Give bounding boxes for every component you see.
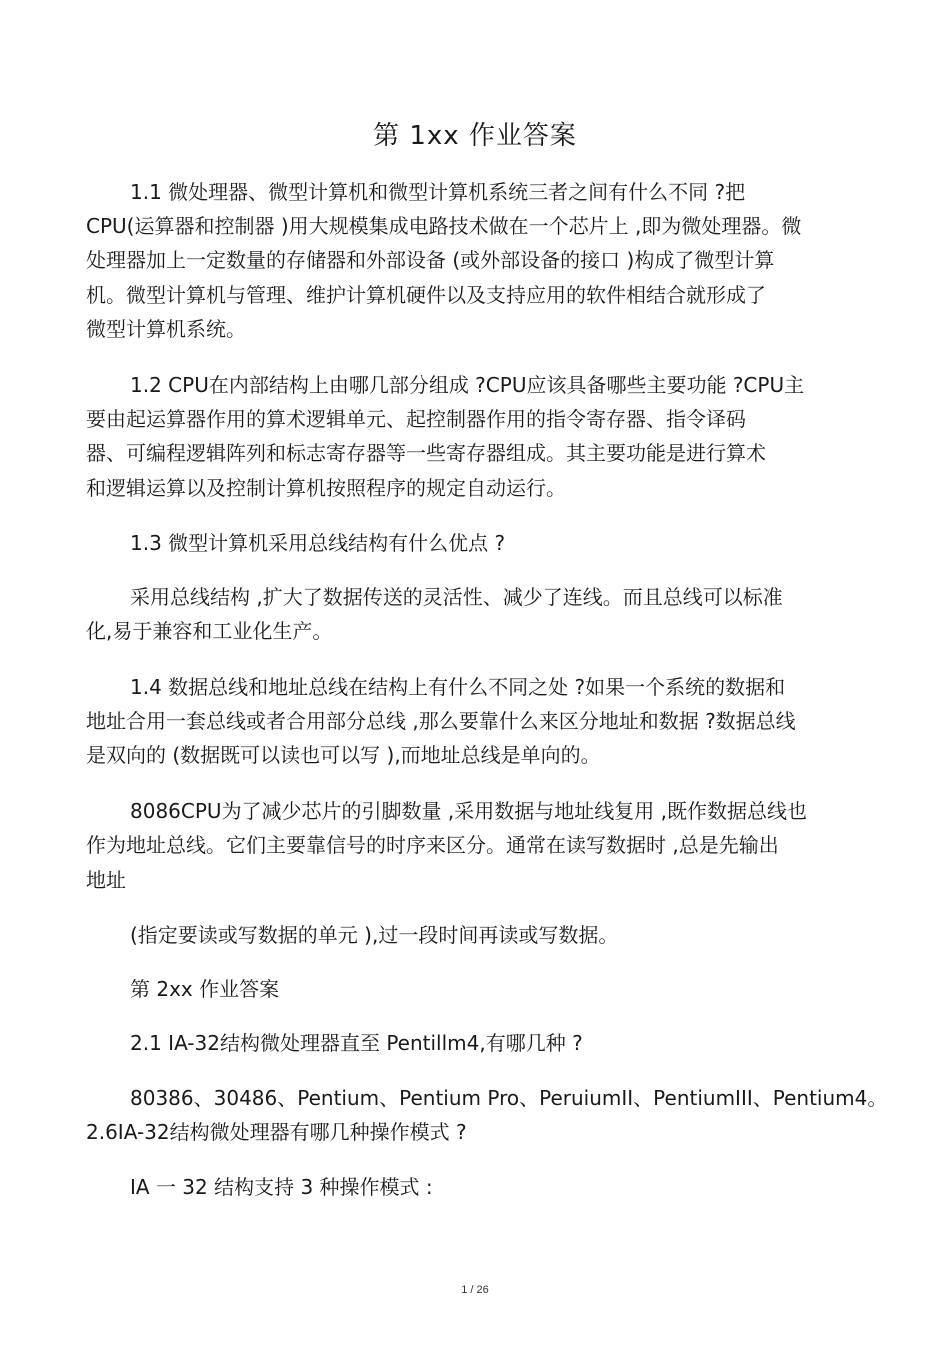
question-2-6: 2.6IA-32结构微处理器有哪几种操作模式 ? [86,1120,467,1144]
answer-1-2-line-3: 和逻辑运算以及控制计算机按照程序的规定自动运行。 [86,476,566,500]
answer-1-1-line-3: 机。微型计算机与管理、维护计算机硬件以及支持应用的软件相结合就形成了 [86,283,766,307]
page-number: 1 / 26 [461,1284,489,1296]
answer-1-3-line-1: 采用总线结构 ,扩大了数据传送的灵活性、减少了连线。而且总线可以标准 [130,585,783,609]
answer-1-1-line-2: 处理器加上一定数量的存储器和外部设备 (或外部设备的接口 )构成了微型计算 [86,248,775,272]
question-1-1-line-1: 1.1 微处理器、微型计算机和微型计算机系统三者之间有什么不同 ?把 [130,180,746,204]
question-1-2-line-1: 1.2 CPU在内部结构上由哪几部分组成 ?CPU应该具备哪些主要功能 ?CPU主 [130,373,805,397]
question-1-3: 1.3 微型计算机采用总线结构有什么优点 ? [130,531,506,555]
answer-2-6-line-1: IA 一 32 结构支持 3 种操作模式 : [130,1175,433,1199]
answer-1-4-para3: (指定要读或写数据的单元 ),过一段时间再读或写数据。 [130,923,619,947]
answer-2-1: 80386、30486、Pentium、Pentium Pro、PeruiumII、PentiumIII、Pentium4。 [130,1086,888,1110]
answer-1-4-para2-line-2: 作为地址总线。它们主要靠信号的时序来区分。通常在读写数据时 ,总是先输出 [86,833,779,857]
answer-1-1-line-1: CPU(运算器和控制器 )用大规模集成电路技术做在一个芯片上 ,即为微处理器。微 [86,214,802,238]
answer-1-2-line-1: 要由起运算器作用的算术逻辑单元、起控制器作用的指令寄存器、指令译码 [86,407,746,431]
answer-1-4-para2-line-3: 地址 [86,868,126,892]
question-2-1: 2.1 IA-32结构微处理器直至 Pentillm4,有哪几种 ? [130,1031,583,1055]
question-1-4-line-1: 1.4 数据总线和地址总线在结构上有什么不同之处 ?如果一个系统的数据和 [130,675,786,699]
answer-1-4-line-2: 是双向的 (数据既可以读也可以写 ),而地址总线是单向的。 [86,743,601,767]
answer-1-1-line-4: 微型计算机系统。 [86,317,246,341]
answer-1-4-para2-line-1: 8086CPU为了减少芯片的引脚数量 ,采用数据与地址线复用 ,既作数据总线也 [130,799,807,823]
page-title: 第 1xx 作业答案 [373,121,577,151]
answer-1-4-line-1: 地址合用一套总线或者合用部分总线 ,那么要靠什么来区分地址和数据 ?数据总线 [86,709,796,733]
answer-1-2-line-2: 器、可编程逻辑阵列和标志寄存器等一些寄存器组成。其主要功能是进行算术 [86,441,766,465]
answer-1-3-line-2: 化,易于兼容和工业化生产。 [86,619,333,643]
section-2-heading: 第 2xx 作业答案 [130,977,280,1001]
